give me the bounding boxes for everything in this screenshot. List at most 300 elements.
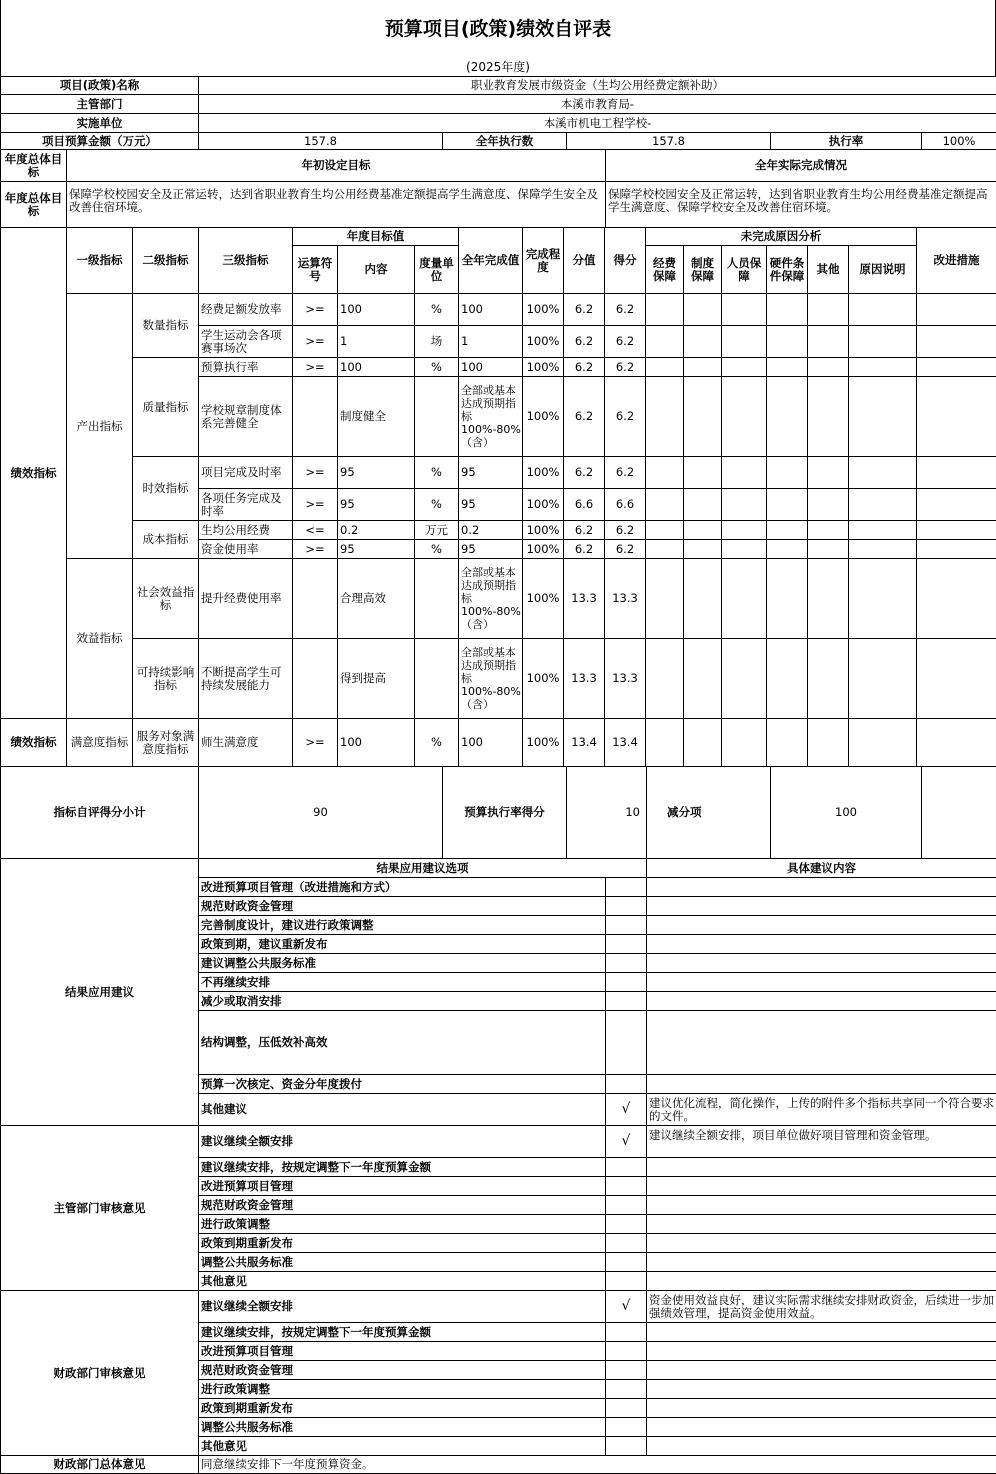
suggestion-cell: 资金使用效益良好，建议实际需求继续安排财政资金，后续进一步加强绩效管理，提高资金使用效益。: [647, 1291, 996, 1323]
value-cell: 95: [459, 540, 523, 559]
value-cell: 全部或基本达成预期指标100%-80%（含）: [459, 639, 523, 719]
value-cell: 95: [459, 489, 523, 521]
dept-option: 建议继续安排，按规定调整下一年度预算金额: [199, 1158, 606, 1177]
check-cell[interactable]: [606, 1418, 647, 1437]
exec-rate-value: 100%: [922, 133, 996, 150]
total-score-value: 100: [771, 767, 922, 859]
empty-cell: [917, 294, 996, 326]
empty-cell: [684, 719, 722, 767]
check-cell[interactable]: [606, 1323, 647, 1342]
score-value-cell: 6.2: [564, 294, 605, 326]
score-cell: 13.3: [605, 559, 646, 639]
score-cell: 13.4: [605, 719, 646, 767]
check-cell[interactable]: [606, 878, 647, 897]
check-cell[interactable]: [606, 1215, 647, 1234]
empty-cell: [808, 639, 849, 719]
result-option: 建议调整公共服务标准: [199, 954, 606, 973]
score-value-cell: 6.2: [564, 326, 605, 358]
check-cell[interactable]: [606, 1272, 647, 1291]
empty-cell: [808, 559, 849, 639]
suggestion-cell: [647, 1196, 996, 1215]
empty-cell: [849, 358, 917, 377]
suggestion-cell: 建议优化流程，简化操作，上传的附件多个指标共享同一个符合要求的文件。: [647, 1094, 996, 1126]
suggestion-cell: [647, 1399, 996, 1418]
op-cell: [293, 377, 338, 457]
l3-cell: 资金使用率: [199, 540, 293, 559]
empty-cell: [722, 358, 767, 377]
check-cell[interactable]: [606, 1158, 647, 1177]
empty-cell: [849, 639, 917, 719]
empty-cell: [722, 457, 767, 489]
dept-option: 调整公共服务标准: [199, 1253, 606, 1272]
empty-cell: [808, 358, 849, 377]
budget-score-label: 预算执行率得分: [443, 767, 567, 859]
sustain-indicator: 可持续影响指标: [133, 639, 199, 719]
op-cell: [293, 559, 338, 639]
check-cell[interactable]: [606, 935, 647, 954]
suggestion-cell: [647, 1418, 996, 1437]
empty-cell: [646, 489, 684, 521]
empty-cell: [767, 294, 808, 326]
check-cell[interactable]: [606, 1380, 647, 1399]
result-option: 规范财政资金管理: [199, 897, 606, 916]
suggestion-cell: [647, 1234, 996, 1253]
empty-cell: [646, 326, 684, 358]
suggestion-cell: [647, 916, 996, 935]
suggestion-cell: [647, 954, 996, 973]
initial-goal-header: 年初设定目标: [67, 150, 606, 182]
unit-cell: %: [415, 719, 459, 767]
content-cell: 制度健全: [338, 377, 415, 457]
result-option: 改进预算项目管理（改进措施和方式）: [199, 878, 606, 897]
empty-cell: [849, 489, 917, 521]
op-cell: >=: [293, 326, 338, 358]
check-cell[interactable]: [606, 1399, 647, 1418]
fin-opinion-label: 财政部门审核意见: [1, 1291, 199, 1456]
unit-cell: %: [415, 294, 459, 326]
degree-cell: 100%: [523, 521, 564, 540]
degree-cell: 100%: [523, 294, 564, 326]
empty-cell: [684, 489, 722, 521]
value-cell: 95: [459, 457, 523, 489]
reason-analysis-header: 未完成原因分析: [646, 228, 917, 246]
value-cell: 100: [459, 719, 523, 767]
content-cell: 0.2: [338, 521, 415, 540]
deduct-label: 减分项: [647, 767, 771, 859]
suggestion-cell: [647, 1437, 996, 1456]
l3-cell: 学生运动会各项赛事场次: [199, 326, 293, 358]
content-cell: 得到提高: [338, 639, 415, 719]
l3-cell: 经费足额发放率: [199, 294, 293, 326]
result-option: 结构调整，压低效补高效: [199, 1011, 606, 1075]
result-option: 减少或取消安排: [199, 992, 606, 1011]
empty-cell: [684, 377, 722, 457]
fin-overall-value: 同意继续安排下一年度预算资金。: [199, 1456, 996, 1474]
content-cell: 100: [338, 294, 415, 326]
exec-amount-label: 全年执行数: [443, 133, 567, 150]
dept-option: 政策到期重新发布: [199, 1234, 606, 1253]
empty-cell: [917, 639, 996, 719]
empty-cell: [849, 540, 917, 559]
result-option: 不再继续安排: [199, 973, 606, 992]
suggestion-cell: [647, 1215, 996, 1234]
goal-table: [0, 149, 996, 228]
check-cell[interactable]: [606, 1342, 647, 1361]
content-cell: 100: [338, 358, 415, 377]
degree-cell: 100%: [523, 540, 564, 559]
degree-cell: 100%: [523, 639, 564, 719]
l3-cell: 预算执行率: [199, 358, 293, 377]
score-value-cell: 6.6: [564, 489, 605, 521]
result-option: 完善制度设计，建议进行政策调整: [199, 916, 606, 935]
fin-option: 建议继续全额安排: [199, 1291, 606, 1323]
empty-cell: [722, 521, 767, 540]
score-cell: 6.2: [605, 326, 646, 358]
value-cell: 全部或基本达成预期指标100%-80%（含）: [459, 559, 523, 639]
empty-cell: [849, 559, 917, 639]
fin-option: 政策到期重新发布: [199, 1399, 606, 1418]
empty-cell: [646, 719, 684, 767]
score-cell: 6.2: [605, 358, 646, 377]
suggestion-cell: [647, 1253, 996, 1272]
reason-note-header: 原因说明: [849, 246, 917, 294]
empty-cell: [917, 540, 996, 559]
empty-cell: [684, 559, 722, 639]
fin-option: 建议继续安排，按规定调整下一年度预算金额: [199, 1323, 606, 1342]
score-cell: 6.2: [605, 377, 646, 457]
score-cell: 6.2: [605, 457, 646, 489]
exec-rate-label: 执行率: [771, 133, 922, 150]
annual-value-header: 全年完成值: [459, 228, 523, 294]
empty-cell: [646, 377, 684, 457]
empty-cell: [849, 294, 917, 326]
operator-header: 运算符号: [293, 246, 338, 294]
empty-cell: [684, 326, 722, 358]
degree-cell: 100%: [523, 326, 564, 358]
check-cell[interactable]: [606, 1234, 647, 1253]
suggestion-cell: [647, 935, 996, 954]
empty-cell: [722, 639, 767, 719]
empty-cell: [808, 489, 849, 521]
unit-cell: [415, 559, 459, 639]
results-table: [0, 858, 996, 1474]
benefit-indicator: 效益指标: [67, 559, 133, 719]
check-cell[interactable]: [606, 1011, 647, 1075]
score-value-cell: 6.2: [564, 358, 605, 377]
reason-funding-header: 经费保障: [646, 246, 684, 294]
score-value-cell: 6.2: [564, 377, 605, 457]
dept-value: 本溪市教育局-: [199, 95, 996, 114]
empty-cell: [808, 457, 849, 489]
l3-cell: 学校规章制度体系完善健全: [199, 377, 293, 457]
budget-label: 项目预算金额（万元）: [1, 133, 199, 150]
suggestion-cell: [647, 1177, 996, 1196]
fin-option: 改进预算项目管理: [199, 1342, 606, 1361]
budget-score-value: 10: [567, 767, 647, 859]
empty-cell: [684, 540, 722, 559]
op-cell: >=: [293, 489, 338, 521]
op-cell: >=: [293, 457, 338, 489]
service-indicator: 服务对象满意度指标: [133, 719, 199, 767]
subtotal-label: 指标自评得分小计: [1, 767, 199, 859]
empty-cell: [684, 521, 722, 540]
score-value-cell: 13.3: [564, 639, 605, 719]
empty-cell: [722, 377, 767, 457]
empty-cell: [684, 639, 722, 719]
score-value-cell: 13.4: [564, 719, 605, 767]
score-cell: 6.2: [605, 521, 646, 540]
empty-cell: [684, 294, 722, 326]
empty-cell: [767, 358, 808, 377]
dept-option: 规范财政资金管理: [199, 1196, 606, 1215]
degree-cell: 100%: [523, 489, 564, 521]
subtotal-value: 90: [199, 767, 443, 859]
empty-cell: [917, 457, 996, 489]
score-cell: 6.2: [605, 540, 646, 559]
empty-cell: [849, 326, 917, 358]
suggestion-cell: [647, 1075, 996, 1094]
unit-cell: [415, 377, 459, 457]
empty-cell: [767, 639, 808, 719]
result-app-label: 结果应用建议: [1, 859, 199, 1126]
output-indicator: 产出指标: [67, 294, 133, 559]
degree-cell: 100%: [523, 559, 564, 639]
fin-option: 规范财政资金管理: [199, 1361, 606, 1380]
quality-indicator: 质量指标: [133, 358, 199, 457]
check-cell[interactable]: [606, 954, 647, 973]
value-cell: 全部或基本达成预期指标100%-80%（含）: [459, 377, 523, 457]
quantity-indicator: 数量指标: [133, 294, 199, 358]
empty-cell: [722, 294, 767, 326]
empty-cell: [849, 521, 917, 540]
suggestion-cell: [647, 1323, 996, 1342]
empty-cell: [722, 540, 767, 559]
op-cell: >=: [293, 358, 338, 377]
l3-cell: 不断提高学生可持续发展能力: [199, 639, 293, 719]
empty-cell: [684, 457, 722, 489]
empty-cell: [849, 377, 917, 457]
page-title: 预算项目(政策)绩效自评表: [0, 0, 996, 58]
empty-cell: [808, 540, 849, 559]
op-cell: >=: [293, 719, 338, 767]
empty-cell: [767, 540, 808, 559]
social-indicator: 社会效益指标: [133, 559, 199, 639]
content-cell: 95: [338, 489, 415, 521]
score-value-cell: 6.2: [564, 521, 605, 540]
suggestion-cell: [647, 973, 996, 992]
satisfaction-table: [0, 718, 996, 767]
reason-staff-header: 人员保障: [722, 246, 767, 294]
empty-cell: [767, 377, 808, 457]
initial-goal-text: 保障学校校园安全及正常运转，达到省职业教育生均公用经费基准定额提高学生满意度、保障学生安全及改善住宿环境。: [67, 182, 606, 228]
exec-amount-value: 157.8: [567, 133, 771, 150]
fin-option: 进行政策调整: [199, 1380, 606, 1399]
unit-cell: [415, 639, 459, 719]
empty-cell: [646, 294, 684, 326]
score-value-cell: 13.3: [564, 559, 605, 639]
content-cell: 1: [338, 326, 415, 358]
project-name-value: 职业教育发展市级资金（生均公用经费定额补助）: [199, 77, 996, 95]
suggestion-cell: [647, 1361, 996, 1380]
empty-cell: [808, 719, 849, 767]
empty-cell: [767, 559, 808, 639]
score-cell: 13.3: [605, 639, 646, 719]
suggestion-cell: [647, 897, 996, 916]
l3-cell: 各项任务完成及时率: [199, 489, 293, 521]
check-cell[interactable]: [606, 916, 647, 935]
degree-cell: 100%: [523, 457, 564, 489]
suggestion-cell: [647, 1380, 996, 1399]
empty-cell: [722, 719, 767, 767]
empty-cell: [767, 719, 808, 767]
empty-cell: [849, 719, 917, 767]
suggestion-cell: [647, 1272, 996, 1291]
empty-cell: [917, 489, 996, 521]
score-value-cell: 6.2: [564, 457, 605, 489]
check-cell[interactable]: √: [606, 1126, 647, 1158]
perf-indicator-label: 绩效指标: [1, 228, 67, 719]
value-cell: 100: [459, 358, 523, 377]
unit-cell: %: [415, 540, 459, 559]
suggestion-cell: 建议继续全额安排，项目单位做好项目管理和资金管理。: [647, 1126, 996, 1158]
perf-indicator-label-2: 绩效指标: [1, 719, 67, 767]
score-value-cell: 6.2: [564, 540, 605, 559]
empty-cell: [722, 326, 767, 358]
degree-cell: 100%: [523, 719, 564, 767]
check-cell[interactable]: [606, 897, 647, 916]
op-cell: >=: [293, 294, 338, 326]
result-option: 政策到期，建议重新发布: [199, 935, 606, 954]
suggestion-cell: [647, 1158, 996, 1177]
project-name-label: 项目(政策)名称: [1, 77, 199, 95]
specific-header: 具体建议内容: [647, 859, 996, 878]
empty-cell: [767, 489, 808, 521]
dept-option: 其他意见: [199, 1272, 606, 1291]
degree-header: 完成程度: [523, 228, 564, 294]
content-cell: 100: [338, 719, 415, 767]
check-cell[interactable]: [606, 1196, 647, 1215]
reason-other-header: 其他: [808, 246, 849, 294]
empty-cell: [646, 639, 684, 719]
reason-system-header: 制度保障: [684, 246, 722, 294]
indicator-table: [0, 227, 996, 719]
empty-cell: [646, 457, 684, 489]
suggestion-cell: [647, 1342, 996, 1361]
unit-cell: %: [415, 489, 459, 521]
target-value-header: 年度目标值: [293, 228, 459, 246]
suggestion-cell: [647, 992, 996, 1011]
empty-cell: [808, 326, 849, 358]
content-cell: 95: [338, 457, 415, 489]
empty-cell: [849, 457, 917, 489]
fin-option: 调整公共服务标准: [199, 1418, 606, 1437]
unit-cell: 万元: [415, 521, 459, 540]
timeliness-indicator: 时效指标: [133, 457, 199, 521]
check-cell[interactable]: [606, 1361, 647, 1380]
level1-header: 一级指标: [67, 228, 133, 294]
empty-cell: [917, 559, 996, 639]
goal-header-label: 年度总体目标: [1, 150, 67, 182]
unit-cell: %: [415, 457, 459, 489]
l3-cell: 项目完成及时率: [199, 457, 293, 489]
value-cell: 0.2: [459, 521, 523, 540]
result-option: 其他建议: [199, 1094, 606, 1126]
empty-cell: [808, 377, 849, 457]
empty-cell: [917, 377, 996, 457]
empty-cell: [722, 489, 767, 521]
dept-option: 进行政策调整: [199, 1215, 606, 1234]
content-header: 内容: [338, 246, 415, 294]
check-cell[interactable]: √: [606, 1094, 647, 1126]
degree-cell: 100%: [523, 377, 564, 457]
header-table: [0, 76, 996, 150]
level3-header: 三级指标: [199, 228, 293, 294]
content-cell: 95: [338, 540, 415, 559]
empty-cell: [646, 559, 684, 639]
empty-cell: [767, 326, 808, 358]
empty-cell: [917, 358, 996, 377]
value-cell: 1: [459, 326, 523, 358]
op-cell: [293, 639, 338, 719]
result-opt-header: 结果应用建议选项: [199, 859, 647, 878]
l3-cell: 师生满意度: [199, 719, 293, 767]
check-cell[interactable]: [606, 992, 647, 1011]
result-option: 预算一次核定、资金分年度拨付: [199, 1075, 606, 1094]
empty-cell: [722, 559, 767, 639]
cost-indicator: 成本指标: [133, 521, 199, 559]
empty-cell: [808, 294, 849, 326]
dept-option: 改进预算项目管理: [199, 1177, 606, 1196]
fin-option: 其他意见: [199, 1437, 606, 1456]
score-summary-table: [0, 766, 996, 859]
l3-cell: 提升经费使用率: [199, 559, 293, 639]
dept-option: 建议继续全额安排: [199, 1126, 606, 1158]
actual-text: 保障学校校园安全及正常运转，达到省职业教育生均公用经费基准定额提高学生满意度、保障学校安全及改善住宿环境。: [606, 182, 996, 228]
l3-cell: 生均公用经费: [199, 521, 293, 540]
empty-cell: [917, 719, 996, 767]
score-value-header: 分值: [564, 228, 605, 294]
check-cell[interactable]: [606, 1253, 647, 1272]
dept-label: 主管部门: [1, 95, 199, 114]
check-cell[interactable]: [606, 1075, 647, 1094]
content-cell: 合理高效: [338, 559, 415, 639]
suggestion-cell: [647, 878, 996, 897]
check-cell[interactable]: [606, 1177, 647, 1196]
satisfaction-indicator: 满意度指标: [67, 719, 133, 767]
budget-value: 157.8: [199, 133, 443, 150]
dept-opinion-label: 主管部门审核意见: [1, 1126, 199, 1291]
unit-value: 本溪市机电工程学校-: [199, 114, 996, 133]
reason-hardware-header: 硬件条件保障: [767, 246, 808, 294]
check-cell[interactable]: √: [606, 1291, 647, 1323]
op-cell: >=: [293, 540, 338, 559]
empty-cell: [646, 358, 684, 377]
empty-cell: [767, 521, 808, 540]
score-cell: 6.6: [605, 489, 646, 521]
empty-cell: [917, 521, 996, 540]
check-cell[interactable]: [606, 1437, 647, 1456]
empty-cell: [646, 521, 684, 540]
empty-cell: [646, 540, 684, 559]
check-cell[interactable]: [606, 973, 647, 992]
empty-cell: [767, 457, 808, 489]
improve-header: 改进措施: [917, 228, 996, 294]
unit-cell: %: [415, 358, 459, 377]
empty-cell: [917, 326, 996, 358]
suggestion-cell: [647, 1011, 996, 1075]
value-cell: 100: [459, 294, 523, 326]
unit-measure-header: 度量单位: [415, 246, 459, 294]
